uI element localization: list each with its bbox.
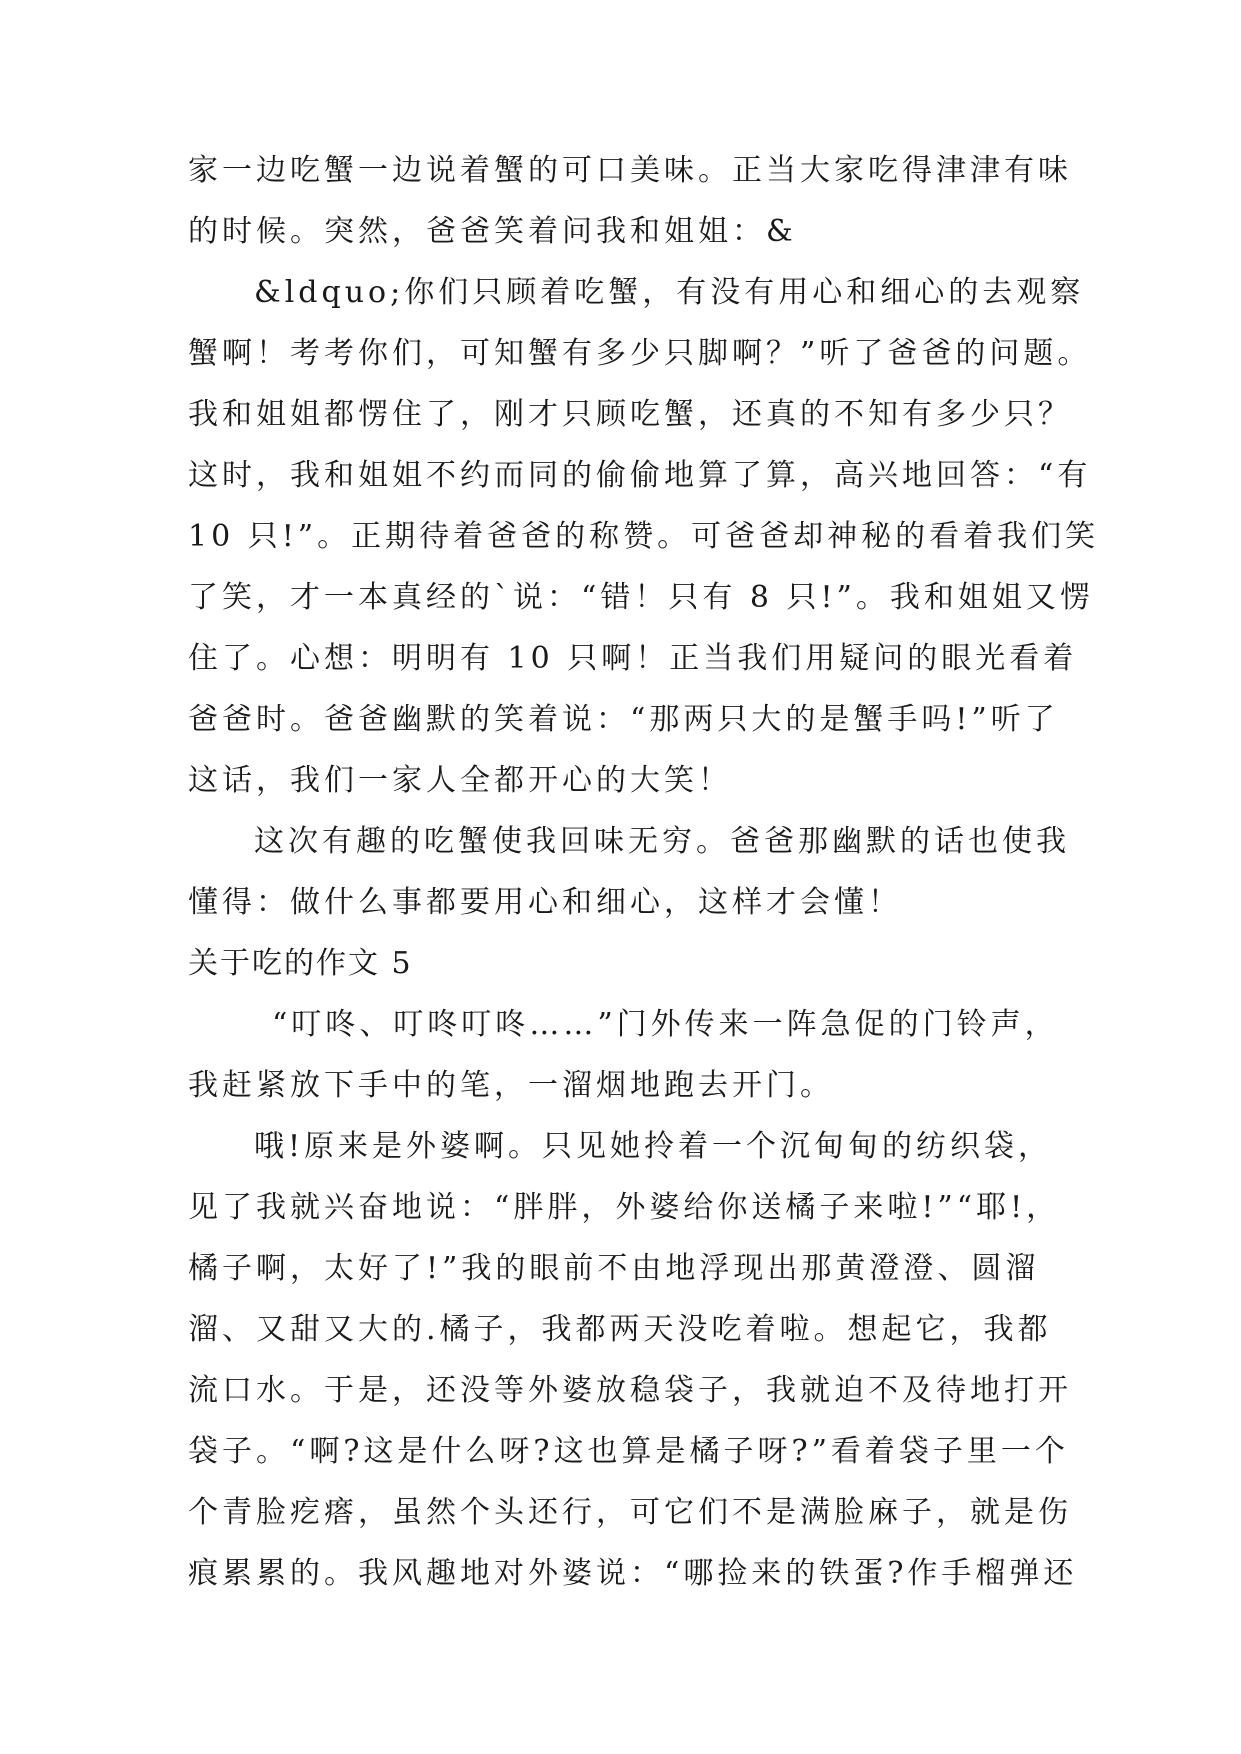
paragraph-line: 家一边吃蟹一边说着蟹的可口美味。正当大家吃得津津有味 xyxy=(188,153,1072,188)
paragraph-line: 袋子。“啊?这是什么呀?这也算是橘子呀?”看着袋子里一个 xyxy=(188,1434,1069,1469)
paragraph-line: 懂得：做什么事都要用心和细心，这样才会懂！ xyxy=(188,885,902,920)
section-heading: 关于吃的作文 5 xyxy=(188,946,413,981)
paragraph-line: 橘子啊，太好了!”我的眼前不由地浮现出那黄澄澄、圆溜 xyxy=(188,1251,1040,1286)
paragraph-line: 的时候。突然，爸爸笑着问我和姐姐：& xyxy=(188,214,797,249)
paragraph-line: 爸爸时。爸爸幽默的笑着说：“那两只大的是蟹手吗!”听了 xyxy=(188,702,1059,737)
paragraph-line: 我赶紧放下手中的笔，一溜烟地跑去开门。 xyxy=(188,1068,834,1103)
paragraph-line: 这话，我们一家人全都开心的大笑！ xyxy=(188,763,732,798)
paragraph-line: 痕累累的。我风趣地对外婆说：“哪捡来的铁蛋?作手榴弹还 xyxy=(188,1556,1078,1591)
paragraph-line: 流口水。于是，还没等外婆放稳袋子，我就迫不及待地打开 xyxy=(188,1373,1072,1408)
paragraph-line: 10 只!”。正期待着爸爸的称赞。可爸爸却神秘的看着我们笑 xyxy=(188,519,1100,554)
paragraph-line: 哦!原来是外婆啊。只见她拎着一个沉甸甸的纺织袋， xyxy=(254,1129,1053,1164)
paragraph-line: 住了。心想：明明有 10 只啊！正当我们用疑问的眼光看着 xyxy=(188,641,1078,676)
paragraph-line: 这时，我和姐姐不约而同的偷偷地算了算，高兴地回答：“有 xyxy=(188,458,1092,493)
paragraph-line: “叮咚、叮咚叮咚……”门外传来一阵急促的门铃声， xyxy=(272,1007,1059,1042)
paragraph-line: 个青脸疙瘩，虽然个头还行，可它们不是满脸麻子，就是伤 xyxy=(188,1495,1072,1530)
paragraph-line: 蟹啊！考考你们，可知蟹有多少只脚啊？”听了爸爸的问题。 xyxy=(188,336,1092,371)
document-page xyxy=(188,140,1100,1604)
paragraph-line: 溜、又甜又大的.橘子，我都两天没吃着啦。想起它，我都 xyxy=(188,1312,1052,1347)
paragraph-line: &ldquo;你们只顾着吃蟹，有没有用心和细心的去观察 xyxy=(254,275,1085,310)
paragraph-line: 我和姐姐都愣住了，刚才只顾吃蟹，还真的不知有多少只？ xyxy=(188,397,1072,432)
paragraph-line: 见了我就兴奋地说：“胖胖，外婆给你送橘子来啦!”“耶!， xyxy=(188,1190,1061,1225)
paragraph-line: 了笑，才一本真经的`说：“错！只有 8 只!”。我和姐姐又愣 xyxy=(188,580,1094,615)
paragraph-line: 这次有趣的吃蟹使我回味无穷。爸爸那幽默的话也使我 xyxy=(254,824,1070,859)
